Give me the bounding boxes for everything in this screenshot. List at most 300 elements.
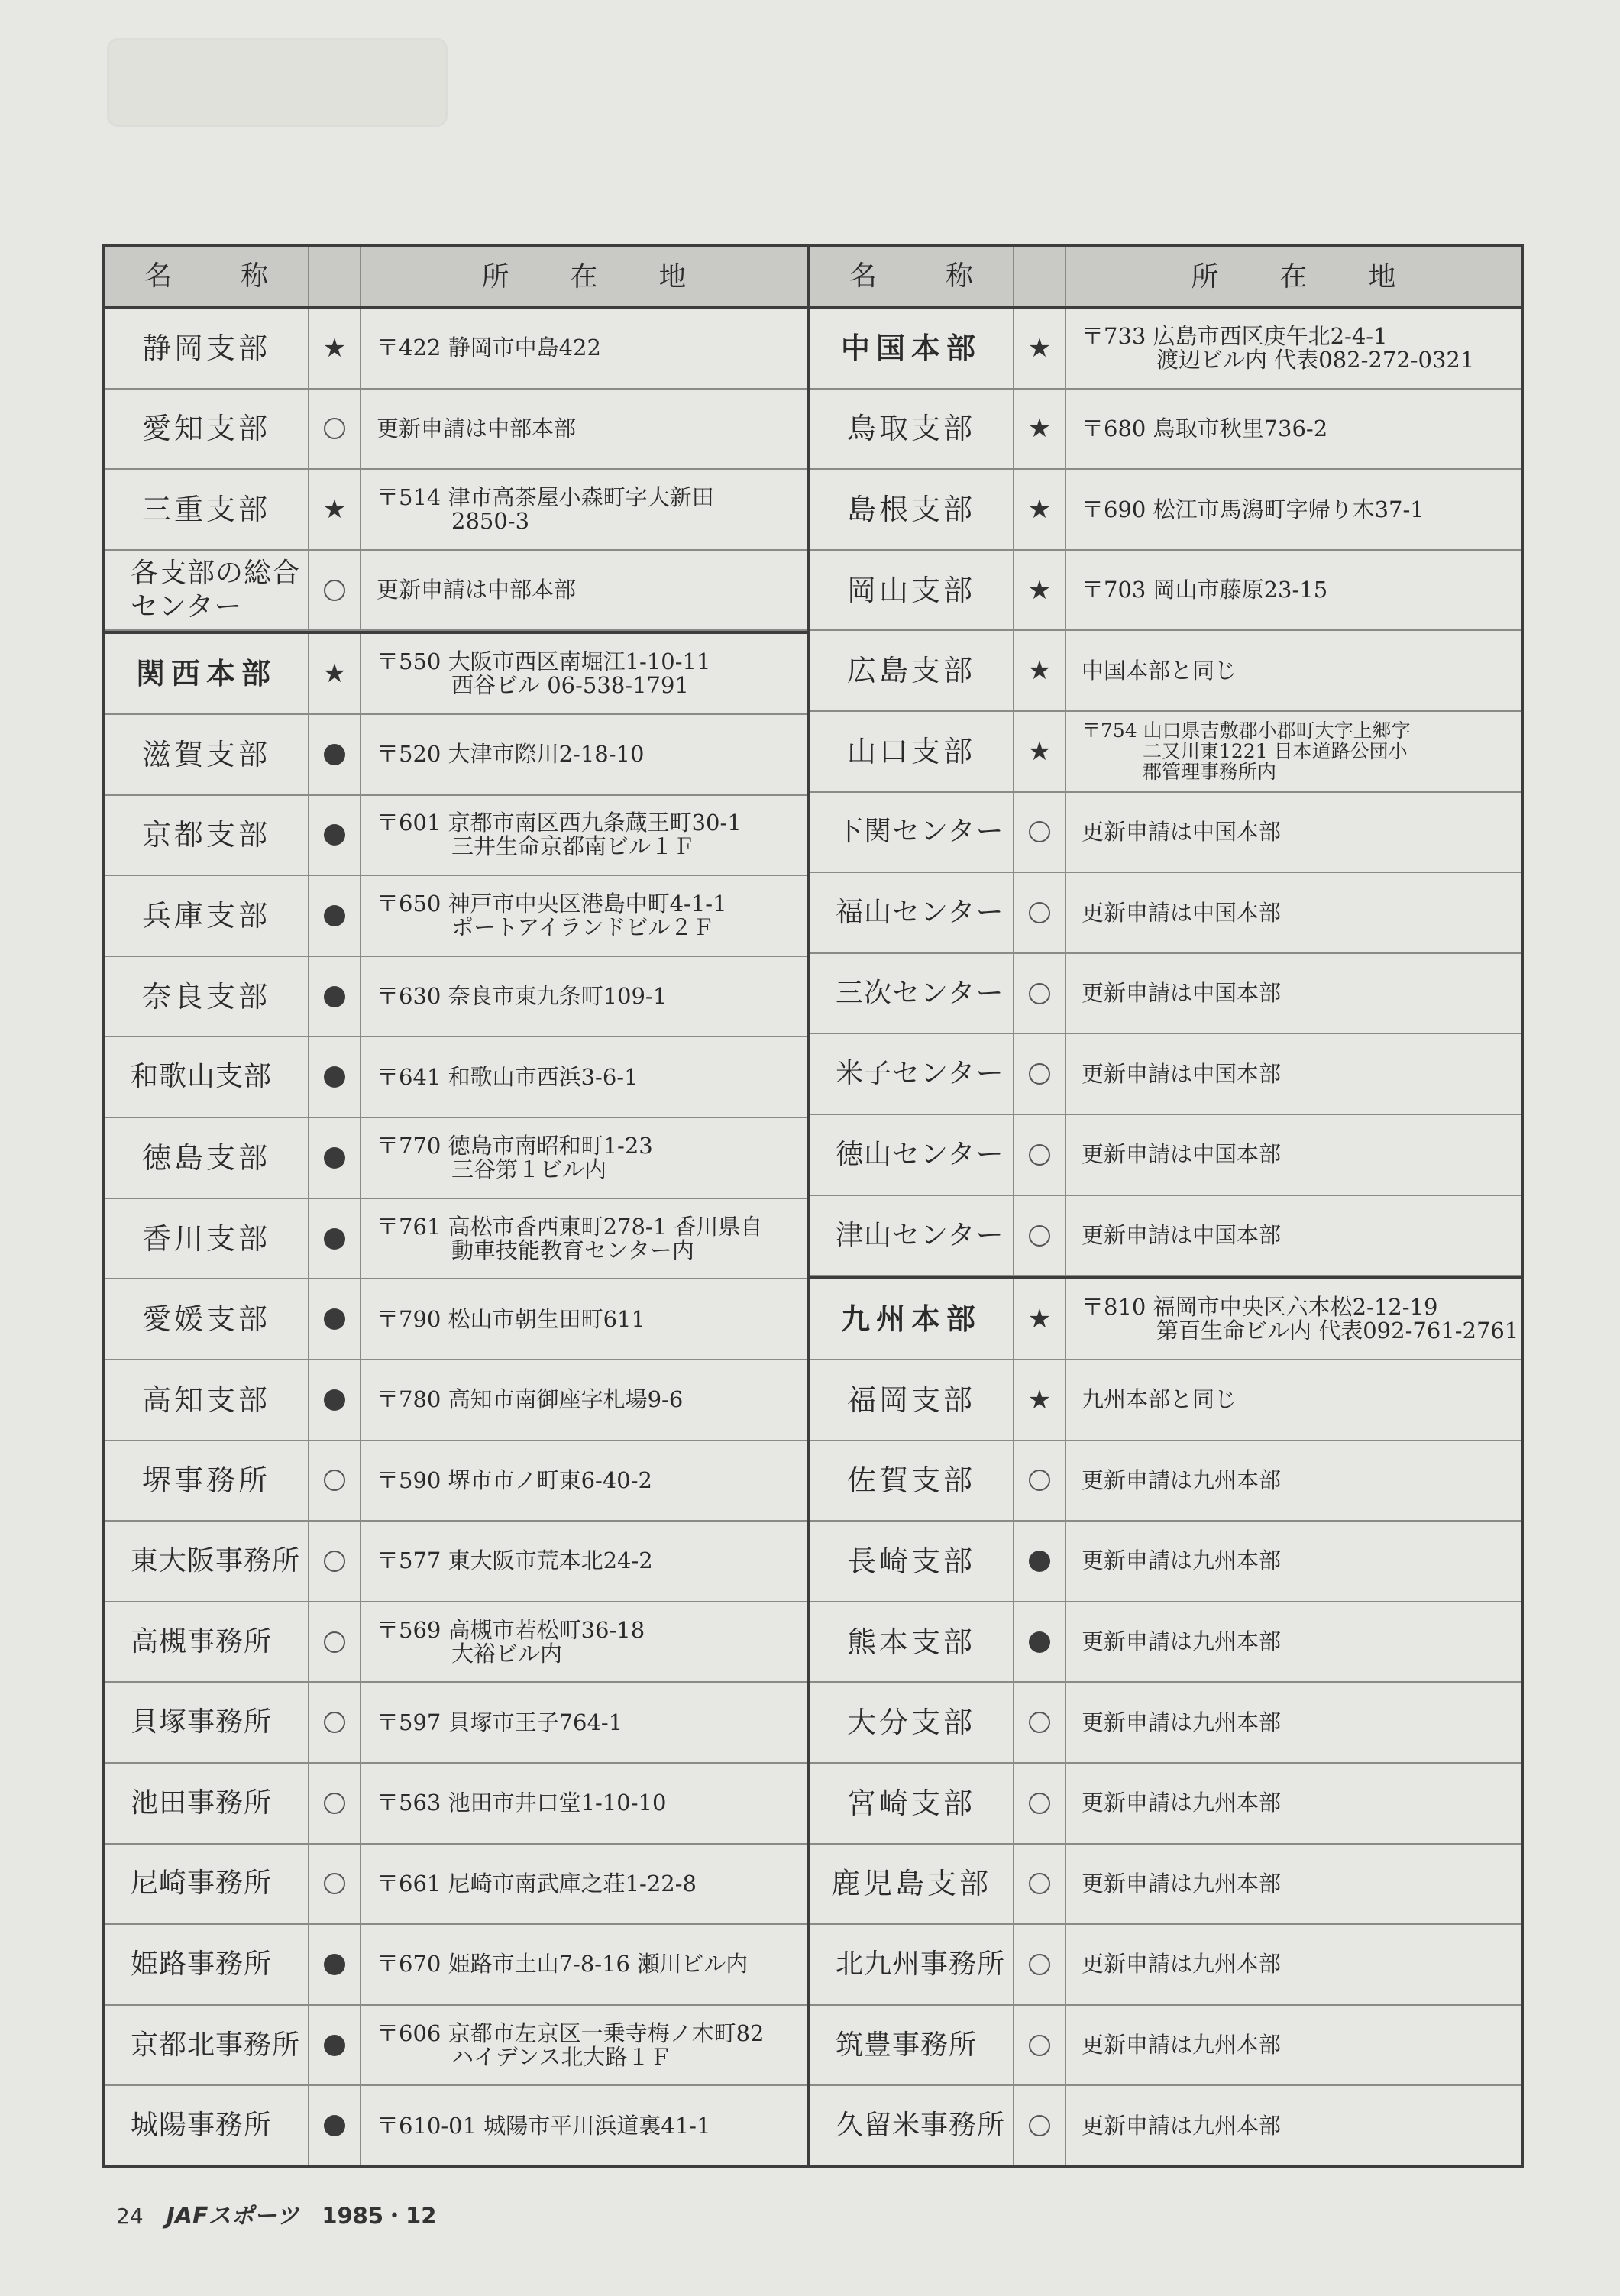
table-row	[105, 876, 807, 957]
filled-circle-icon	[324, 1147, 345, 1169]
office-name: 鳥取支部	[810, 390, 1014, 469]
office-name: 高槻事務所	[105, 1602, 309, 1682]
address-line: 〒590 堺市市ノ町東6-40-2	[377, 1467, 652, 1493]
table-row	[810, 309, 1521, 390]
address-line: 更新申請は九州本部	[1082, 1547, 1282, 1574]
address-line: 郡管理事務所内	[1143, 761, 1277, 784]
address-line: 2850-3	[451, 508, 530, 535]
filled-circle-icon	[1029, 1631, 1050, 1653]
office-name: 徳島支部	[105, 1118, 309, 1198]
office-name: 鹿児島支部	[810, 1845, 1014, 1924]
address-line: 更新申請は中部本部	[377, 577, 577, 603]
table-row	[810, 1602, 1521, 1683]
table-body-left	[105, 309, 807, 2165]
status-mark	[309, 1602, 361, 1682]
header-mark	[309, 247, 361, 306]
status-mark	[309, 470, 361, 549]
office-name: 城陽事務所	[105, 2086, 309, 2165]
office-name: 堺事務所	[105, 1441, 309, 1521]
office-address	[1066, 470, 1521, 549]
office-address	[361, 634, 807, 713]
address-line: 〒790 松山市朝生田町611	[377, 1305, 645, 1332]
table-row	[810, 1034, 1521, 1115]
status-mark	[309, 1279, 361, 1359]
address-line: 更新申請は中国本部	[1082, 1222, 1282, 1248]
address-line: 二又川東1221 日本道路公団小	[1143, 740, 1408, 763]
open-circle-icon	[324, 1470, 345, 1491]
table-row	[810, 1115, 1521, 1196]
office-address	[1066, 309, 1521, 388]
filled-circle-icon	[324, 1389, 345, 1411]
office-address	[1066, 1683, 1521, 1762]
header-addr-char: 在	[1279, 260, 1308, 293]
address-line: 〒630 奈良市東九条町109-1	[377, 983, 668, 1010]
table-row	[810, 1522, 1521, 1602]
status-mark	[309, 390, 361, 469]
office-address	[1066, 873, 1521, 952]
header-name	[810, 247, 1014, 306]
status-mark	[309, 796, 361, 875]
status-mark	[309, 1683, 361, 1762]
table-row	[810, 1925, 1521, 2006]
status-mark	[1014, 1764, 1066, 1843]
address-line: 〒514 津市高茶屋小森町字大新田	[377, 484, 714, 511]
address-line: 第百生命ビル内 代表092-761-2761	[1156, 1318, 1519, 1344]
table-right-half	[810, 247, 1521, 2165]
filled-circle-icon	[324, 744, 345, 765]
status-mark	[1014, 390, 1066, 469]
table-row	[105, 1602, 807, 1683]
table-row	[105, 2086, 807, 2165]
status-mark	[1014, 470, 1066, 549]
table-left-half	[105, 247, 810, 2165]
office-name: 島根支部	[810, 470, 1014, 549]
table-row	[105, 390, 807, 471]
office-name: 宮崎支部	[810, 1764, 1014, 1843]
address-line: 〒520 大津市際川2-18-10	[377, 741, 645, 768]
status-mark	[1014, 1115, 1066, 1195]
office-name: 貝塚事務所	[105, 1683, 309, 1762]
status-mark	[1014, 631, 1066, 710]
table-row	[105, 1522, 807, 1602]
header-addr-char: 所	[1191, 260, 1219, 293]
open-circle-icon	[324, 1793, 345, 1814]
office-address	[361, 551, 807, 630]
star-icon: ★	[1027, 655, 1052, 687]
status-mark	[309, 957, 361, 1036]
office-name: 徳山センター	[810, 1115, 1014, 1195]
office-address	[1066, 551, 1521, 630]
office-address	[1066, 1034, 1521, 1114]
office-name: 山口支部	[810, 712, 1014, 791]
office-address	[1066, 1522, 1521, 1601]
status-mark	[309, 1118, 361, 1198]
address-line: 〒780 高知市南御座字札場9-6	[377, 1386, 684, 1413]
table-row	[810, 1360, 1521, 1441]
star-icon: ★	[322, 494, 347, 525]
table-row	[810, 712, 1521, 793]
header-name	[105, 247, 309, 306]
filled-circle-icon	[324, 1228, 345, 1250]
star-icon: ★	[1027, 413, 1052, 445]
address-line: 中国本部と同じ	[1082, 657, 1237, 684]
office-name: 香川支部	[105, 1199, 309, 1279]
open-circle-icon	[1029, 2115, 1050, 2136]
address-line: 〒761 高松市香西東町278-1 香川県自	[377, 1213, 763, 1240]
office-name: 大分支部	[810, 1683, 1014, 1762]
office-address	[1066, 712, 1521, 791]
open-circle-icon	[324, 1873, 345, 1894]
address-line: 更新申請は中国本部	[1082, 899, 1282, 926]
status-mark	[1014, 954, 1066, 1033]
open-circle-icon	[324, 1712, 345, 1733]
filled-circle-icon	[324, 986, 345, 1007]
open-circle-icon	[1029, 1793, 1050, 1814]
table-row	[105, 1764, 807, 1845]
address-line: 〒661 尼崎市南武庫之荘1-22-8	[377, 1870, 697, 1897]
address-line: ポートアイランドビル２Ｆ	[451, 914, 715, 941]
table-row	[810, 954, 1521, 1035]
office-name: 佐賀支部	[810, 1441, 1014, 1521]
office-name: 下関センター	[810, 793, 1014, 872]
table-row	[105, 1441, 807, 1522]
address-line: 九州本部と同じ	[1082, 1386, 1237, 1413]
table-row	[105, 470, 807, 551]
office-name: 愛知支部	[105, 390, 309, 469]
status-mark	[1014, 793, 1066, 872]
office-address	[361, 1522, 807, 1601]
table-row	[105, 631, 807, 715]
status-mark	[1014, 873, 1066, 952]
status-mark	[309, 551, 361, 630]
office-address	[361, 1925, 807, 2004]
header-addr-char: 地	[658, 260, 687, 293]
status-mark	[309, 876, 361, 956]
office-address	[1066, 954, 1521, 1033]
office-address	[1066, 2086, 1521, 2165]
office-name: 姫路事務所	[105, 1925, 309, 2004]
open-circle-icon	[1029, 983, 1050, 1004]
filled-circle-icon	[324, 1954, 345, 1975]
status-mark	[309, 1199, 361, 1279]
table-row	[810, 390, 1521, 471]
table-row	[105, 551, 807, 632]
office-address	[361, 1279, 807, 1359]
office-address	[361, 470, 807, 549]
status-mark	[309, 309, 361, 388]
office-name: 高知支部	[105, 1360, 309, 1440]
address-line: 〒770 徳島市南昭和町1-23	[377, 1132, 653, 1159]
address-line: 更新申請は九州本部	[1082, 2112, 1282, 2139]
address-line: 〒641 和歌山市西浜3-6-1	[377, 1063, 639, 1090]
office-name: 熊本支部	[810, 1602, 1014, 1682]
address-line: 更新申請は九州本部	[1082, 1709, 1282, 1735]
table-header-right	[810, 247, 1521, 309]
office-address	[361, 309, 807, 388]
office-address	[1066, 793, 1521, 872]
office-name: 長崎支部	[810, 1522, 1014, 1601]
star-icon: ★	[1027, 494, 1052, 525]
page-number: 24	[116, 2204, 144, 2229]
status-mark	[1014, 1279, 1066, 1359]
office-address	[361, 1602, 807, 1682]
address-line: 〒670 姫路市土山7-8-16 瀬川ビル内	[377, 1951, 749, 1977]
star-icon: ★	[322, 332, 347, 364]
table-row	[810, 1441, 1521, 1522]
office-address	[1066, 1602, 1521, 1682]
address-line: 大裕ビル内	[451, 1640, 563, 1667]
address-line: 〒563 池田市井口堂1-10-10	[377, 1790, 667, 1816]
office-address	[361, 876, 807, 956]
office-name: 岡山支部	[810, 551, 1014, 630]
status-mark	[1014, 712, 1066, 791]
office-name: 池田事務所	[105, 1764, 309, 1843]
table-row	[810, 551, 1521, 632]
open-circle-icon	[1029, 1144, 1050, 1166]
address-line: 更新申請は九州本部	[1082, 2032, 1282, 2058]
open-circle-icon	[1029, 1470, 1050, 1491]
filled-circle-icon	[324, 824, 345, 846]
header-name-char: 称	[241, 260, 269, 292]
filled-circle-icon	[324, 2115, 345, 2136]
table-header-left	[105, 247, 807, 309]
office-name: 京都北事務所	[105, 2006, 309, 2085]
header-mark	[1014, 247, 1066, 306]
status-mark	[309, 1764, 361, 1843]
office-name: 滋賀支部	[105, 715, 309, 794]
office-address	[1066, 1196, 1521, 1276]
status-mark	[1014, 1683, 1066, 1762]
star-icon: ★	[1027, 736, 1052, 767]
status-mark	[309, 1360, 361, 1440]
open-circle-icon	[1029, 2035, 1050, 2056]
office-name: 筑豊事務所	[810, 2006, 1014, 2085]
table-row	[105, 1683, 807, 1764]
table-row	[105, 1925, 807, 2006]
office-name: 愛媛支部	[105, 1279, 309, 1359]
header-name-char: 称	[946, 260, 974, 292]
office-name: 兵庫支部	[105, 876, 309, 956]
office-name: 各支部の総合センター	[105, 551, 309, 630]
office-directory-table	[102, 244, 1524, 2168]
office-address	[1066, 1764, 1521, 1843]
open-circle-icon	[1029, 1063, 1050, 1085]
address-line: 〒810 福岡市中央区六本松2-12-19	[1082, 1294, 1438, 1321]
address-line: 渡辺ビル内 代表082-272-0321	[1156, 346, 1475, 373]
header-addr-char: 所	[481, 260, 509, 293]
header-addr-char: 在	[570, 260, 598, 293]
page-footer	[116, 2197, 436, 2230]
address-line: 更新申請は中国本部	[1082, 980, 1282, 1007]
address-line: 〒680 鳥取市秋里736-2	[1082, 415, 1328, 441]
office-address	[361, 390, 807, 469]
table-row	[105, 1360, 807, 1441]
office-address	[1066, 1441, 1521, 1521]
address-line: 更新申請は九州本部	[1082, 1870, 1282, 1897]
status-mark	[1014, 1845, 1066, 1924]
office-address	[361, 715, 807, 794]
status-mark	[1014, 1196, 1066, 1276]
office-address	[361, 1441, 807, 1521]
open-circle-icon	[1029, 821, 1050, 842]
table-row	[810, 1196, 1521, 1277]
status-mark	[309, 715, 361, 794]
status-mark	[1014, 1441, 1066, 1521]
office-address	[1066, 1115, 1521, 1195]
status-mark	[1014, 2086, 1066, 2165]
office-address	[361, 1199, 807, 1279]
office-address	[1066, 390, 1521, 469]
table-row	[105, 1845, 807, 1926]
office-address	[361, 1360, 807, 1440]
status-mark	[1014, 551, 1066, 630]
header-address	[361, 247, 807, 306]
table-row	[105, 796, 807, 877]
office-name: 九州本部	[810, 1279, 1014, 1359]
star-icon: ★	[1027, 574, 1052, 606]
open-circle-icon	[1029, 902, 1050, 923]
table-row	[105, 1199, 807, 1280]
status-mark	[1014, 1034, 1066, 1114]
status-mark	[1014, 1925, 1066, 2004]
table-row	[810, 2006, 1521, 2087]
status-mark	[309, 1845, 361, 1924]
office-name: 関西本部	[105, 634, 309, 713]
office-name: 北九州事務所	[810, 1925, 1014, 2004]
address-line: 〒550 大阪市西区南堀江1-10-11	[377, 648, 711, 675]
address-line: 〒610-01 城陽市平川浜道裏41-1	[377, 2112, 711, 2139]
table-row	[810, 470, 1521, 551]
table-row	[105, 957, 807, 1038]
address-line: 更新申請は九州本部	[1082, 1628, 1282, 1655]
address-line: 更新申請は中国本部	[1082, 1141, 1282, 1168]
address-line: 〒650 神戸市中央区港島中町4-1-1	[377, 891, 727, 917]
header-name-char: 名	[849, 260, 877, 292]
office-address	[361, 1764, 807, 1843]
open-circle-icon	[1029, 1225, 1050, 1247]
address-line: 〒606 京都市左京区一乗寺梅ノ木町82	[377, 2020, 765, 2046]
address-line: 更新申請は中部本部	[377, 415, 577, 441]
office-name: 尼崎事務所	[105, 1845, 309, 1924]
office-address	[361, 1118, 807, 1198]
office-address	[361, 796, 807, 875]
office-address	[1066, 1845, 1521, 1924]
table-row	[810, 793, 1521, 874]
address-line: 三谷第１ビル内	[451, 1156, 607, 1182]
status-mark	[1014, 309, 1066, 388]
office-address	[1066, 631, 1521, 710]
table-row	[105, 1037, 807, 1118]
address-line: 西谷ビル 06-538-1791	[451, 672, 689, 699]
office-address	[1066, 2006, 1521, 2085]
office-name: 広島支部	[810, 631, 1014, 710]
open-circle-icon	[324, 418, 345, 439]
header-name-char: 名	[144, 260, 172, 292]
open-circle-icon	[324, 1631, 345, 1653]
office-address	[361, 1845, 807, 1924]
office-name: 米子センター	[810, 1034, 1014, 1114]
address-line: 更新申請は中国本部	[1082, 1060, 1282, 1087]
table-row	[105, 715, 807, 796]
status-mark	[309, 2086, 361, 2165]
address-line: 更新申請は九州本部	[1082, 1790, 1282, 1816]
filled-circle-icon	[1029, 1551, 1050, 1572]
office-name: 和歌山支部	[105, 1037, 309, 1117]
office-address	[361, 2006, 807, 2085]
office-address	[361, 957, 807, 1036]
office-name: 京都支部	[105, 796, 309, 875]
office-address	[1066, 1360, 1521, 1440]
address-line: 更新申請は中国本部	[1082, 818, 1282, 845]
faded-header-print	[107, 38, 448, 127]
status-mark	[309, 1522, 361, 1601]
status-mark	[1014, 2006, 1066, 2085]
table-row	[810, 2086, 1521, 2165]
open-circle-icon	[1029, 1873, 1050, 1894]
address-line: ハイデンス北大路１Ｆ	[451, 2043, 672, 2070]
address-line: 動車技能教育センター内	[451, 1237, 694, 1263]
header-addr-char: 地	[1368, 260, 1396, 293]
open-circle-icon	[1029, 1954, 1050, 1975]
address-line: 三井生命京都南ビル１Ｆ	[451, 833, 696, 860]
status-mark	[309, 634, 361, 713]
office-name: 福山センター	[810, 873, 1014, 952]
table-row	[810, 1764, 1521, 1845]
table-row	[810, 631, 1521, 712]
address-line: 〒577 東大阪市荒本北24-2	[377, 1547, 653, 1574]
address-line: 〒569 高槻市若松町36-18	[377, 1616, 645, 1643]
status-mark	[1014, 1522, 1066, 1601]
office-name: 三次センター	[810, 954, 1014, 1033]
address-line: 更新申請は九州本部	[1082, 1467, 1282, 1493]
office-address	[361, 1683, 807, 1762]
filled-circle-icon	[324, 1066, 345, 1088]
office-address	[1066, 1925, 1521, 2004]
office-name: 三重支部	[105, 470, 309, 549]
office-name: 奈良支部	[105, 957, 309, 1036]
table-row	[810, 1276, 1521, 1360]
office-name: 静岡支部	[105, 309, 309, 388]
office-name: 福岡支部	[810, 1360, 1014, 1440]
star-icon: ★	[1027, 332, 1052, 364]
status-mark	[309, 1441, 361, 1521]
status-mark	[1014, 1360, 1066, 1440]
office-address	[361, 1037, 807, 1117]
status-mark	[309, 1925, 361, 2004]
filled-circle-icon	[324, 905, 345, 926]
magazine-name: JAFスポーツ	[166, 2203, 299, 2230]
address-line: 〒597 貝塚市王子764-1	[377, 1709, 623, 1735]
status-mark	[309, 2006, 361, 2085]
status-mark	[1014, 1602, 1066, 1682]
star-icon: ★	[1027, 1384, 1052, 1415]
table-row	[105, 1279, 807, 1360]
issue-date: 1985・12	[322, 2203, 437, 2229]
filled-circle-icon	[324, 1308, 345, 1330]
open-circle-icon	[1029, 1712, 1050, 1733]
office-name: 津山センター	[810, 1196, 1014, 1276]
address-line: 〒754 山口県吉敷郡小郡町大字上郷字	[1082, 720, 1411, 742]
office-address	[361, 2086, 807, 2165]
office-name: 久留米事務所	[810, 2086, 1014, 2165]
address-line: 〒733 広島市西区庚午北2-4-1	[1082, 322, 1388, 349]
star-icon: ★	[322, 658, 347, 690]
address-line: 〒422 静岡市中島422	[377, 335, 601, 361]
address-line: 〒690 松江市馬潟町字帰り木37-1	[1082, 496, 1424, 522]
table-row	[105, 2006, 807, 2087]
filled-circle-icon	[324, 2035, 345, 2056]
office-name: 中国本部	[810, 309, 1014, 388]
